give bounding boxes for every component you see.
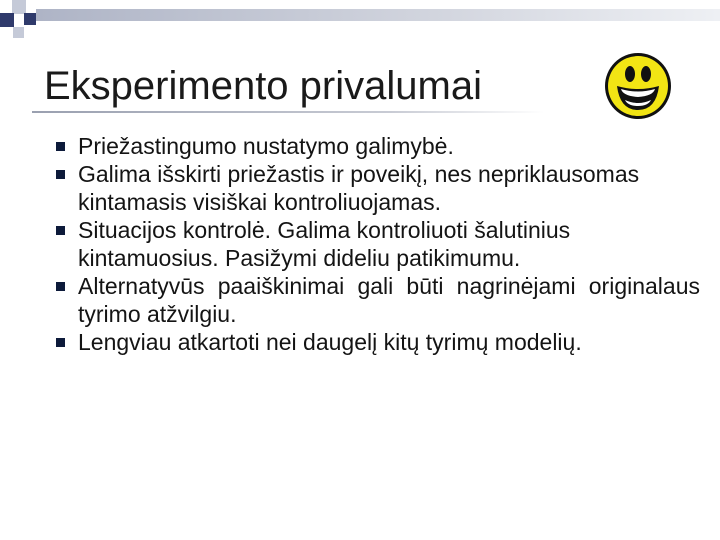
bullet-text: Galima išskirti priežastis ir poveikį, nes nepriklausomas kintamasis visiškai kontroliuojamas. xyxy=(78,161,640,215)
grinning-smiley-icon xyxy=(604,52,672,120)
deco-square xyxy=(12,0,26,14)
deco-square xyxy=(13,27,24,38)
list-item xyxy=(50,272,700,328)
bullet-square-icon xyxy=(56,282,65,291)
bullet-text: Situacijos kontrolė. Galima kontroliuoti šalutinius kintamuosius. Pasižymi dideliu patikimumu. xyxy=(78,217,571,271)
bullet-text: Alternatyvūs paaiškinimai gali būti nagrinėjami originalaus tyrimo atžvilgiu. xyxy=(78,273,700,327)
header-stripe xyxy=(36,9,720,21)
bullet-square-icon xyxy=(56,142,65,151)
bullet-square-icon xyxy=(56,338,65,347)
bullet-text: Priežastingumo nustatymo galimybė. xyxy=(78,133,454,159)
deco-square xyxy=(0,13,14,27)
list-item xyxy=(50,132,700,160)
deco-square xyxy=(24,13,36,25)
bullet-list xyxy=(50,132,700,356)
title-underline xyxy=(32,111,544,113)
bullet-text: Lengviau atkartoti nei daugelį kitų tyrimų modelių. xyxy=(78,329,582,355)
slide-title: Eksperimento privalumai xyxy=(44,64,482,108)
bullet-square-icon xyxy=(56,226,65,235)
list-item xyxy=(50,216,700,272)
list-item xyxy=(50,328,700,356)
bullet-square-icon xyxy=(56,170,65,179)
list-item xyxy=(50,160,700,216)
